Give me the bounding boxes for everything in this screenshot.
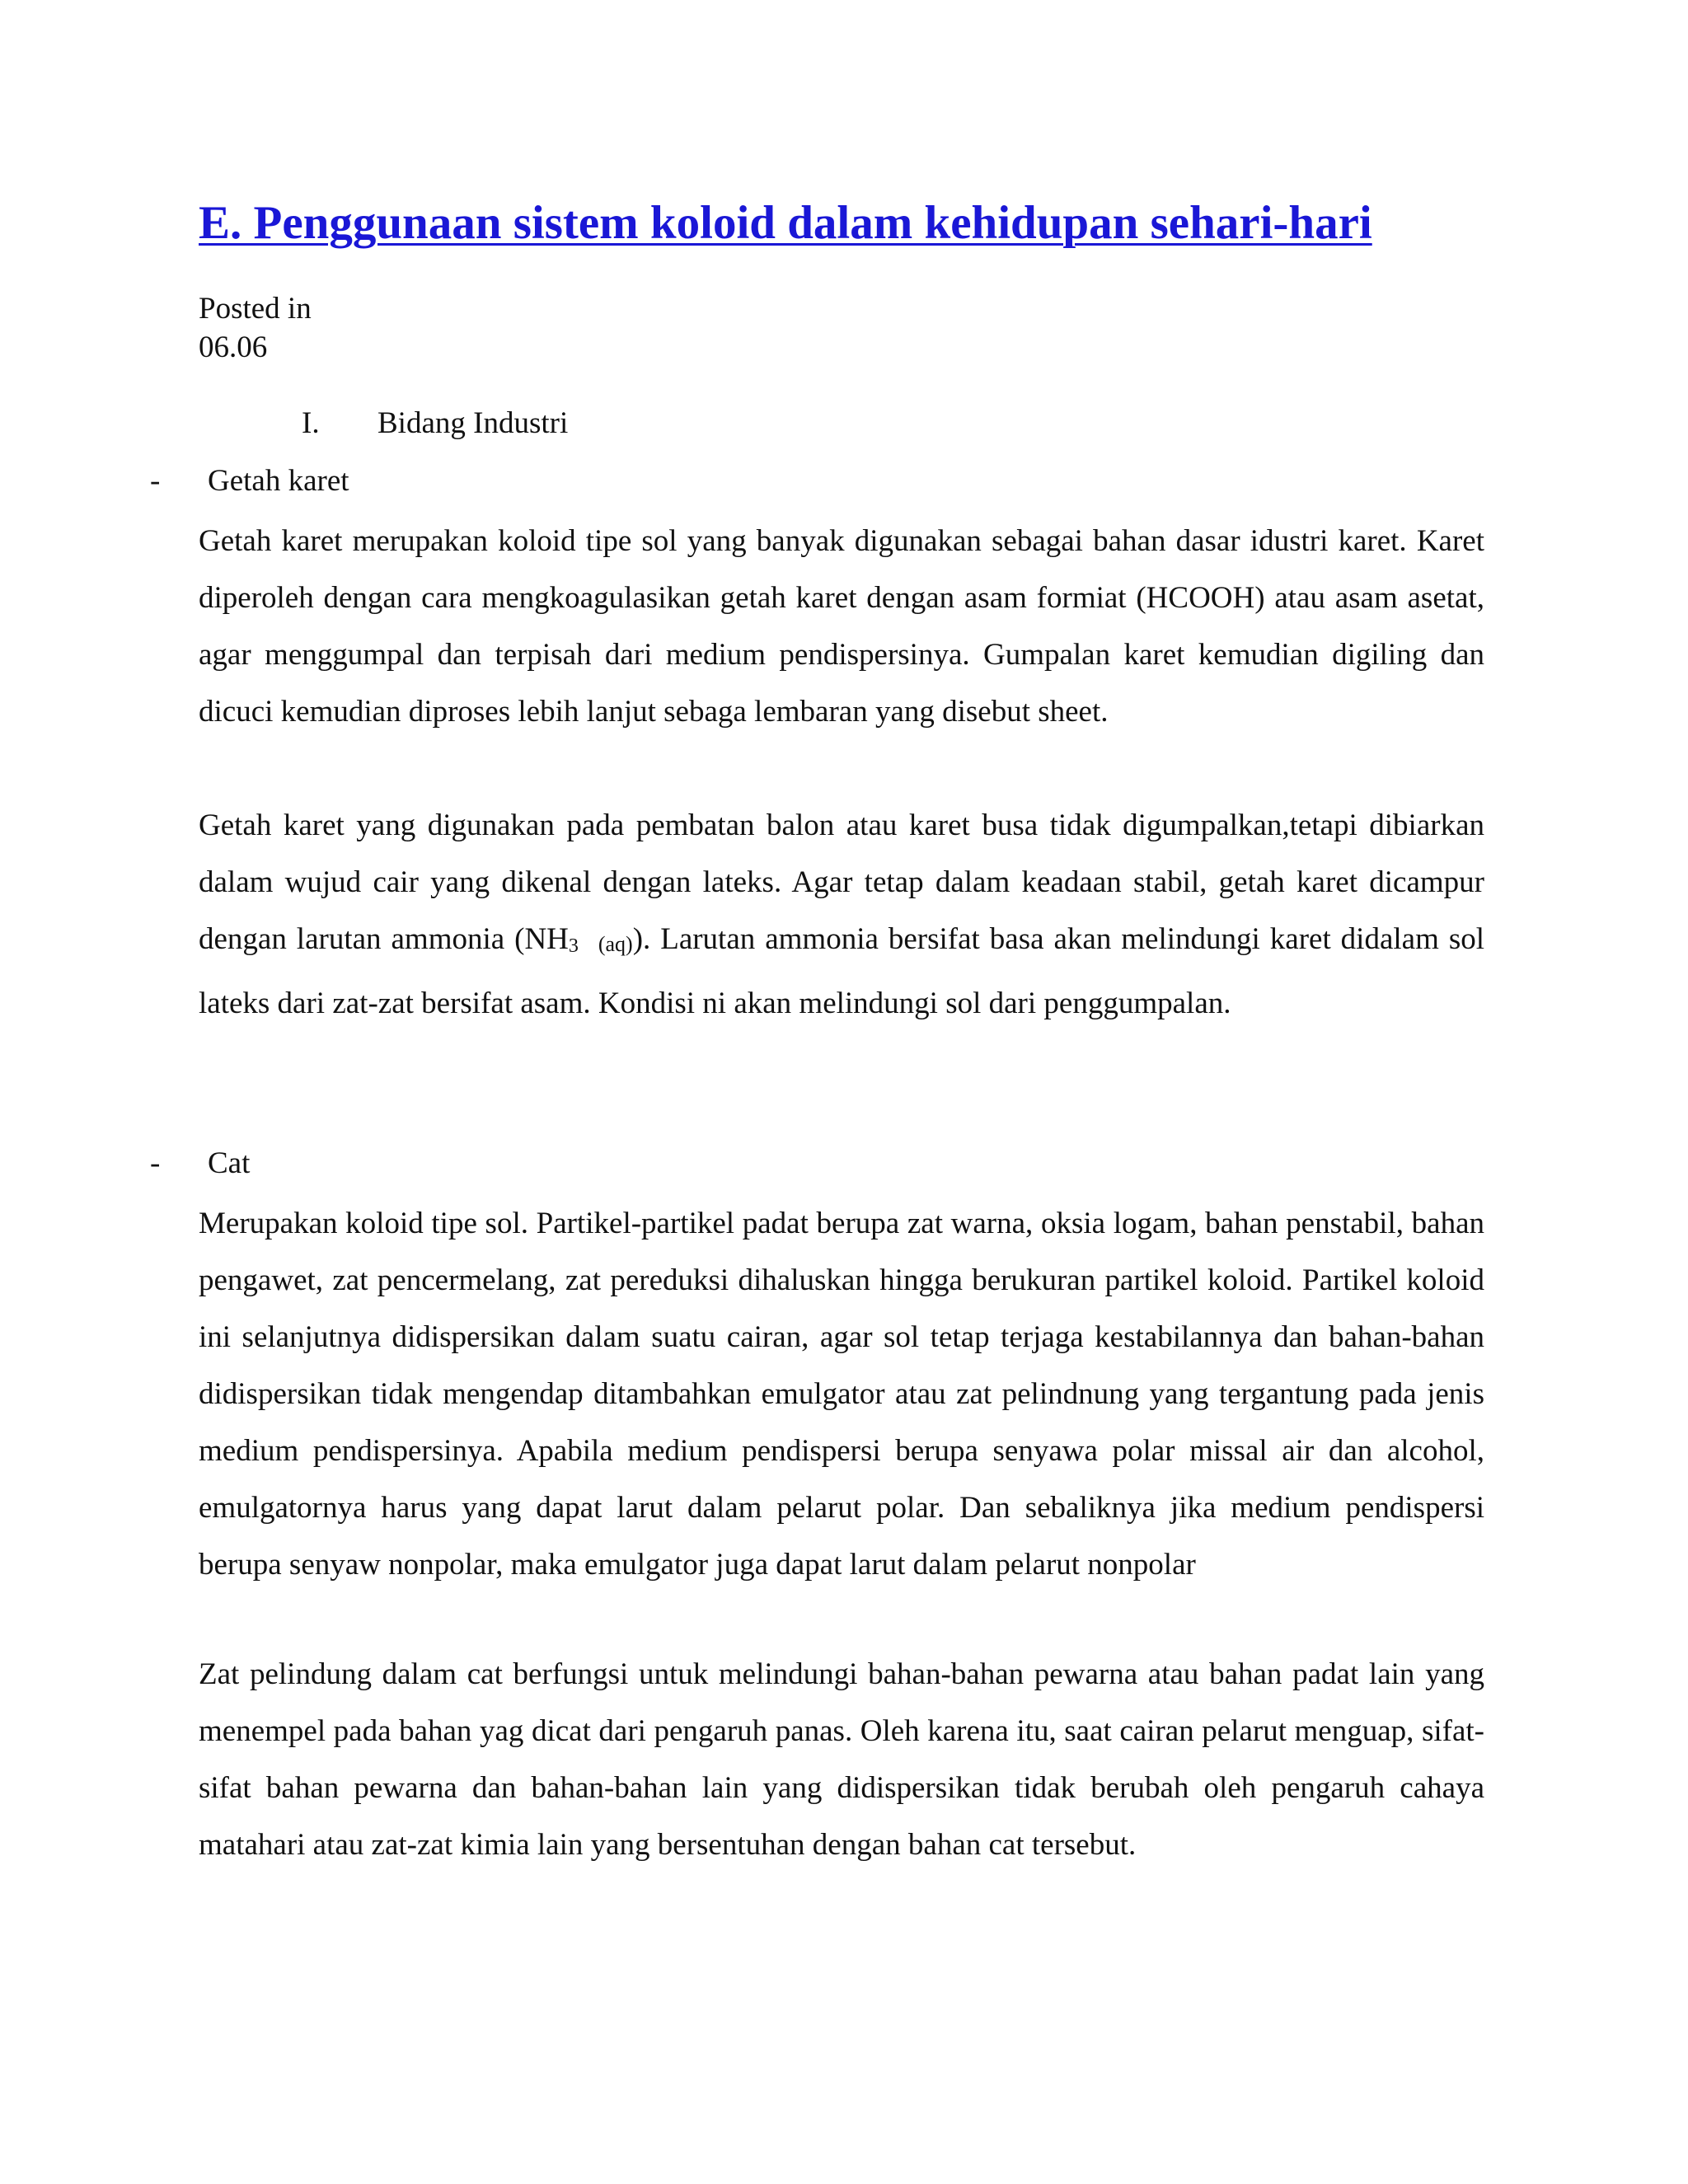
- bullet-dash: -: [150, 1146, 161, 1180]
- posted-in-label: Posted in: [199, 292, 312, 326]
- subscript-3: 3: [568, 935, 579, 957]
- paragraph-cat-1: Merupakan koloid tipe sol. Partikel-partikel padat berupa zat warna, oksia logam, bahan penstabil, bahan pengawet, zat pencermelang, zat pereduksi dihaluskan hingga berukuran partikel koloid. Partikel koloid ini selanjutnya didispersikan dalam suatu cairan, agar sol tetap terjaga kestabilannya dan bahan-bahan didispersikan tidak mengendap ditambahkan emulgator atau zat pelindnung yang tergantung pada jenis medium pendispersinya. Apabila medium pendispersi berupa senyawa polar missal air dan alcohol, emulgatornya harus yang dapat larut dalam pelarut polar. Dan sebaliknya jika medium pendispersi berupa senyaw nonpolar, maka emulgator juga dapat larut dalam pelarut nonpolar: [199, 1207, 1484, 1582]
- paragraph-getah-karet-2: [199, 797, 1484, 1032]
- bullet-dash: -: [150, 464, 161, 498]
- paragraph-cat-2: Zat pelindung dalam cat berfungsi untuk melindungi bahan-bahan pewarna atau bahan padat lain yang menempel pada bahan yag dicat dari pengaruh panas. Oleh karena itu, saat cairan pelarut menguap, sifat-sifat bahan pewarna dan bahan-bahan lain yang didispersikan tidak berubah oleh pengaruh cahaya matahari atau zat-zat kimia lain yang bersentuhan dengan bahan cat tersebut.: [199, 1657, 1484, 1862]
- post-title-link[interactable]: E. Penggunaan sistem koloid dalam kehidupan sehari-hari: [199, 197, 1372, 249]
- section-number: I.: [302, 406, 320, 440]
- list-item-cat: [150, 1145, 250, 1183]
- item-label: Cat: [208, 1146, 251, 1180]
- paragraph-getah-karet-1: Getah karet merupakan koloid tipe sol yang banyak digunakan sebagai bahan dasar idustri karet. Karet diperoleh dengan cara mengkoagulasikan getah karet dengan asam formiat (HCOOH) atau asam asetat, agar menggumpal dan terpisah dari medium pendispersinya. Gumpalan karet kemudian digiling dan dicuci kemudian diproses lebih lanjut sebaga lembaran yang disebut sheet.: [199, 524, 1484, 729]
- paragraph-text: ). Larutan ammonia bersifat basa akan melindungi karet didalam sol lateks dari zat-zat bersifat asam. Kondisi ni akan melindungi sol dari penggumpalan.: [199, 922, 1485, 1020]
- list-item-getah-karet: [150, 462, 349, 500]
- post-date: 06.06: [199, 330, 268, 364]
- state-label: (aq): [598, 932, 633, 956]
- item-label: Getah karet: [208, 464, 349, 498]
- section-title: Bidang Industri: [377, 406, 569, 440]
- section-heading: [302, 405, 568, 443]
- paragraph-text: Getah karet yang digunakan pada pembatan balon atau karet busa tidak digumpalkan,tetapi dibiarkan dalam wujud cair yang dikenal dengan lateks. Agar tetap dalam keadaan stabil, getah karet dicampur dengan larutan ammonia (NH: [199, 808, 1484, 956]
